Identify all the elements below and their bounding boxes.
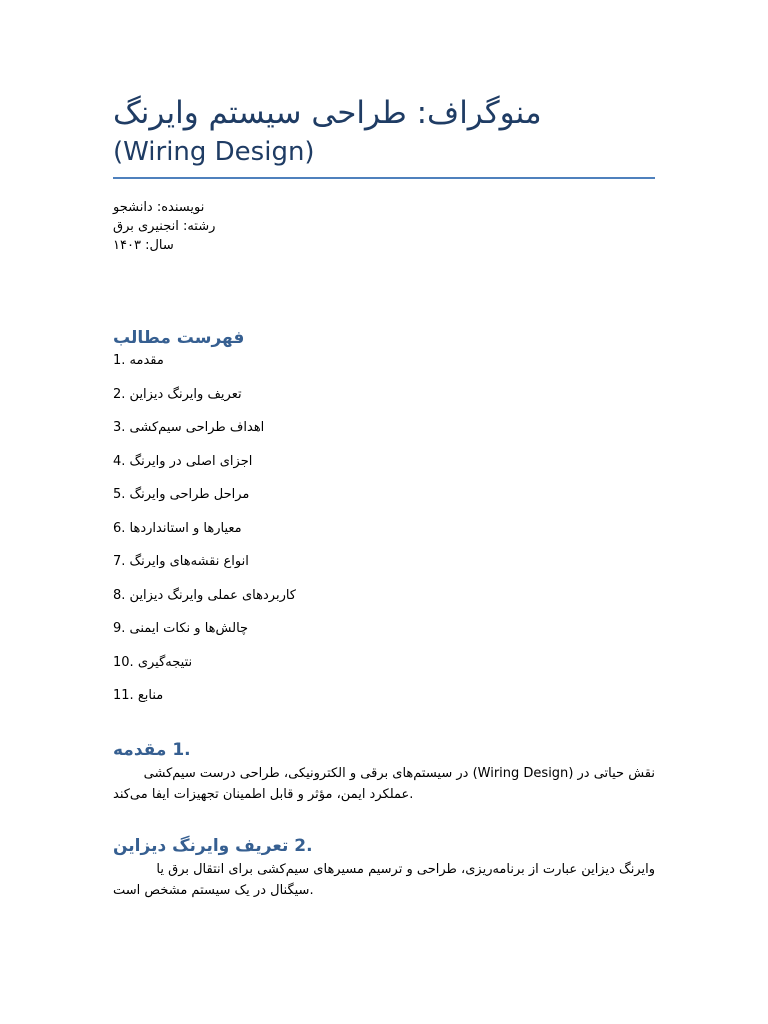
section-heading-introduction bbox=[113, 737, 191, 763]
toc-item-text: مقدمه bbox=[129, 353, 164, 368]
toc-item-number: 2. bbox=[113, 386, 126, 402]
document-title bbox=[113, 92, 655, 170]
toc-item-text: کاربردهای عملی وایرنگ دیزاین bbox=[129, 587, 296, 603]
toc-item bbox=[113, 585, 655, 619]
paragraph-line: .عملکرد ایمن، مؤثر و قابل اطمینان تجهیزات ایفا می‌کند bbox=[113, 787, 414, 802]
meta-author: نویسنده: دانشجو bbox=[113, 200, 205, 215]
toc-item bbox=[113, 518, 655, 552]
section-paragraph-definition bbox=[113, 859, 655, 901]
toc-item-text: انواع نقشه‌های وایرنگ bbox=[129, 554, 249, 569]
toc-item-text: تعریف وایرنگ دیزاین bbox=[129, 386, 242, 402]
toc-item-number: 10. bbox=[113, 654, 134, 670]
section-title: مقدمه bbox=[113, 740, 167, 760]
toc-item-text: چالش‌ها و نکات ایمنی bbox=[129, 621, 249, 636]
toc-item-number: 9. bbox=[113, 621, 126, 636]
paragraph-line: .سیگنال در یک سیستم مشخص است bbox=[113, 883, 314, 898]
toc-item-number: 5. bbox=[113, 487, 126, 502]
toc-item bbox=[113, 551, 655, 585]
toc-item-number: 3. bbox=[113, 420, 126, 435]
meta-field: رشته: انجنیری برق bbox=[113, 219, 216, 234]
meta-year: سال: ۱۴۰۳ bbox=[113, 238, 174, 253]
table-of-contents bbox=[113, 350, 655, 719]
toc-item bbox=[113, 451, 655, 485]
section-number: 2. bbox=[294, 836, 313, 856]
title-english: (Wiring Design) bbox=[113, 137, 315, 167]
section-heading-definition bbox=[113, 833, 313, 859]
toc-item-text: اجزای اصلی در وایرنگ bbox=[129, 453, 253, 469]
paragraph-line: وایرنگ دیزاین عبارت از برنامه‌ریزی، طراحی و ترسیم مسیرهای سیم‌کشی برای انتقال برق یا bbox=[156, 862, 655, 877]
toc-item bbox=[113, 652, 655, 686]
toc-item bbox=[113, 417, 655, 451]
toc-item bbox=[113, 618, 655, 652]
title-underline bbox=[113, 177, 655, 179]
toc-item-text: نتیجه‌گیری bbox=[137, 654, 193, 670]
paragraph-line: نقش حیاتی در (Wiring Design) در سیستم‌های برقی و الکترونیکی، طراحی درست سیم‌کشی bbox=[143, 766, 655, 781]
toc-item-text: منابع bbox=[137, 688, 164, 703]
toc-item bbox=[113, 685, 655, 719]
toc-item-number: 4. bbox=[113, 453, 126, 469]
title-persian: منوگراف: طراحی سیستم وایرنگ bbox=[113, 95, 542, 131]
toc-item-number: 8. bbox=[113, 587, 126, 603]
toc-item bbox=[113, 350, 655, 384]
toc-item-number: 7. bbox=[113, 554, 126, 569]
toc-item-text: مراحل طراحی وایرنگ bbox=[129, 487, 250, 502]
section-number: 1. bbox=[172, 740, 191, 760]
toc-item-text: اهداف طراحی سیم‌کشی bbox=[129, 420, 265, 435]
document-meta bbox=[113, 198, 655, 255]
toc-item bbox=[113, 484, 655, 518]
toc-heading: فهرست مطالب bbox=[113, 328, 245, 348]
toc-item bbox=[113, 384, 655, 418]
toc-item-text: معیارها و استانداردها bbox=[129, 520, 242, 536]
section-paragraph-introduction bbox=[113, 763, 655, 805]
toc-item-number: 11. bbox=[113, 688, 134, 703]
section-title: تعریف وایرنگ دیزاین bbox=[113, 836, 289, 856]
toc-item-number: 6. bbox=[113, 520, 126, 536]
toc-item-number: 1. bbox=[113, 353, 126, 368]
